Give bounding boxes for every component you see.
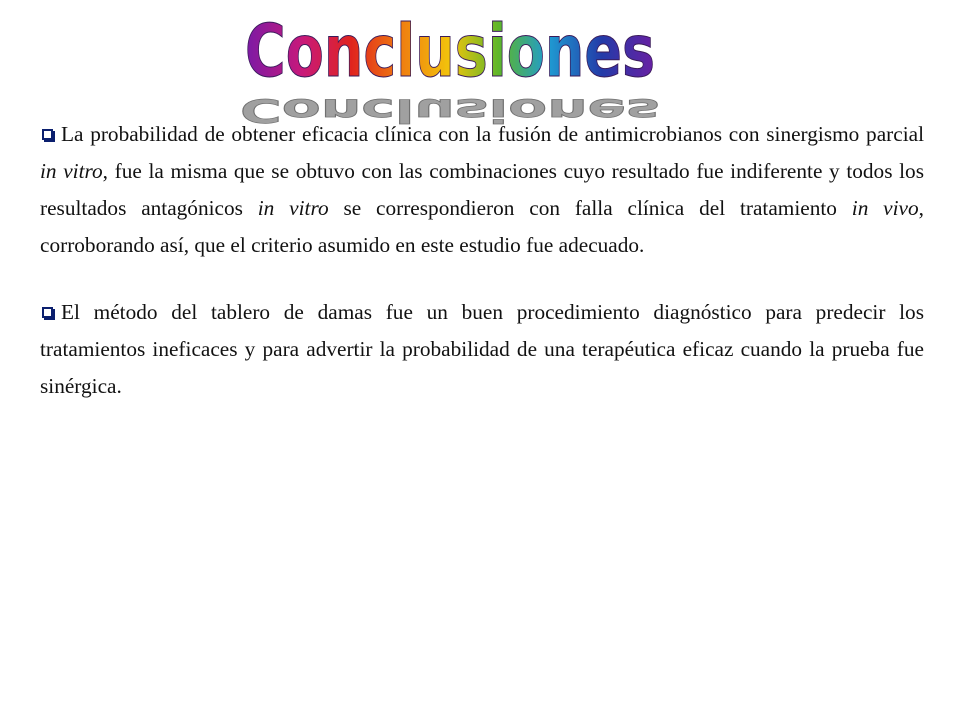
bullet-1-text: La probabilidad de obtener eficacia clínica con la fusión de antimicrobianos con sinergismo parcial in vitro, fue la misma que se obtuvo con las combinaciones cuyo resultado fue indiferente y todos los resultados antagónicos in vitro se correspondieron con falla clínica del tratamiento in vivo, corroborando así, que el criterio asumido en este estudio fue adecuado. xyxy=(40,122,924,257)
hollow-square-bullet-icon xyxy=(42,129,53,140)
conclusion-bullet-1 xyxy=(40,116,924,264)
title-reflection: Conclusiones xyxy=(240,91,660,130)
conclusions-list xyxy=(40,116,924,435)
wordart-title-svg xyxy=(215,9,685,130)
bullet-2-text: El método del tablero de damas fue un buen procedimiento diagnóstico para predecir los tratamientos ineficaces y para advertir la probabilidad de una terapéutica eficaz cuando la prueba fue sinérgica. xyxy=(40,300,924,398)
page-title: Conclusiones xyxy=(245,9,655,93)
conclusion-bullet-2 xyxy=(40,294,924,405)
wordart-title xyxy=(215,9,685,130)
hollow-square-bullet-icon xyxy=(42,307,53,318)
